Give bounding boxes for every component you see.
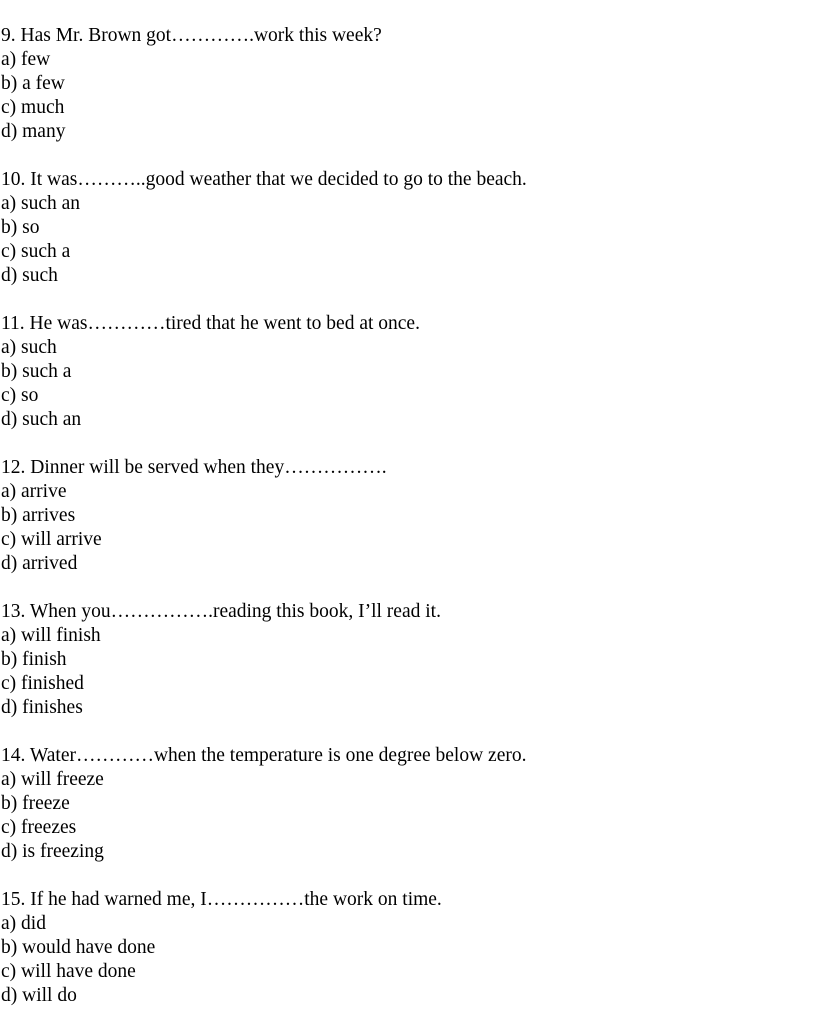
- question-stem: 9. Has Mr. Brown got………….work this week?: [1, 25, 382, 46]
- question-stem: 10. It was………..good weather that we decided to go to the beach.: [1, 169, 527, 190]
- option-c: c) much: [1, 97, 65, 118]
- question-12: [1, 456, 811, 576]
- option-c: c) freezes: [1, 817, 77, 838]
- option-b: b) a few: [1, 73, 65, 94]
- option-d: d) such: [1, 265, 58, 286]
- option-d: d) finishes: [1, 697, 83, 718]
- option-b: b) would have done: [1, 937, 156, 958]
- option-a: a) did: [1, 913, 46, 934]
- question-stem: 13. When you…………….reading this book, I’ll read it.: [1, 601, 441, 622]
- question-9: [1, 24, 811, 144]
- option-c: c) finished: [1, 673, 84, 694]
- option-b: b) freeze: [1, 793, 70, 814]
- question-stem: 15. If he had warned me, I……………the work on time.: [1, 889, 442, 910]
- option-a: a) arrive: [1, 481, 67, 502]
- option-d: d) such an: [1, 409, 82, 430]
- option-b: b) finish: [1, 649, 67, 670]
- option-a: a) such: [1, 337, 57, 358]
- question-15: [1, 888, 811, 1008]
- question-10: [1, 168, 811, 288]
- question-stem: 12. Dinner will be served when they…………….: [1, 457, 387, 478]
- option-a: a) such an: [1, 193, 81, 214]
- question-13: [1, 600, 811, 720]
- option-c: c) will have done: [1, 961, 136, 982]
- option-d: d) many: [1, 121, 66, 142]
- question-stem: 11. He was…………tired that he went to bed at once.: [1, 313, 420, 334]
- document-page: [1, 24, 811, 1032]
- option-d: d) will do: [1, 985, 77, 1006]
- option-b: b) such a: [1, 361, 72, 382]
- option-d: d) arrived: [1, 553, 78, 574]
- option-c: c) so: [1, 385, 39, 406]
- option-c: c) such a: [1, 241, 71, 262]
- option-a: a) few: [1, 49, 51, 70]
- option-d: d) is freezing: [1, 841, 104, 862]
- option-a: a) will finish: [1, 625, 101, 646]
- option-c: c) will arrive: [1, 529, 102, 550]
- question-stem: 14. Water…………when the temperature is one degree below zero.: [1, 745, 527, 766]
- option-b: b) so: [1, 217, 40, 238]
- question-11: [1, 312, 811, 432]
- question-14: [1, 744, 811, 864]
- option-b: b) arrives: [1, 505, 76, 526]
- option-a: a) will freeze: [1, 769, 104, 790]
